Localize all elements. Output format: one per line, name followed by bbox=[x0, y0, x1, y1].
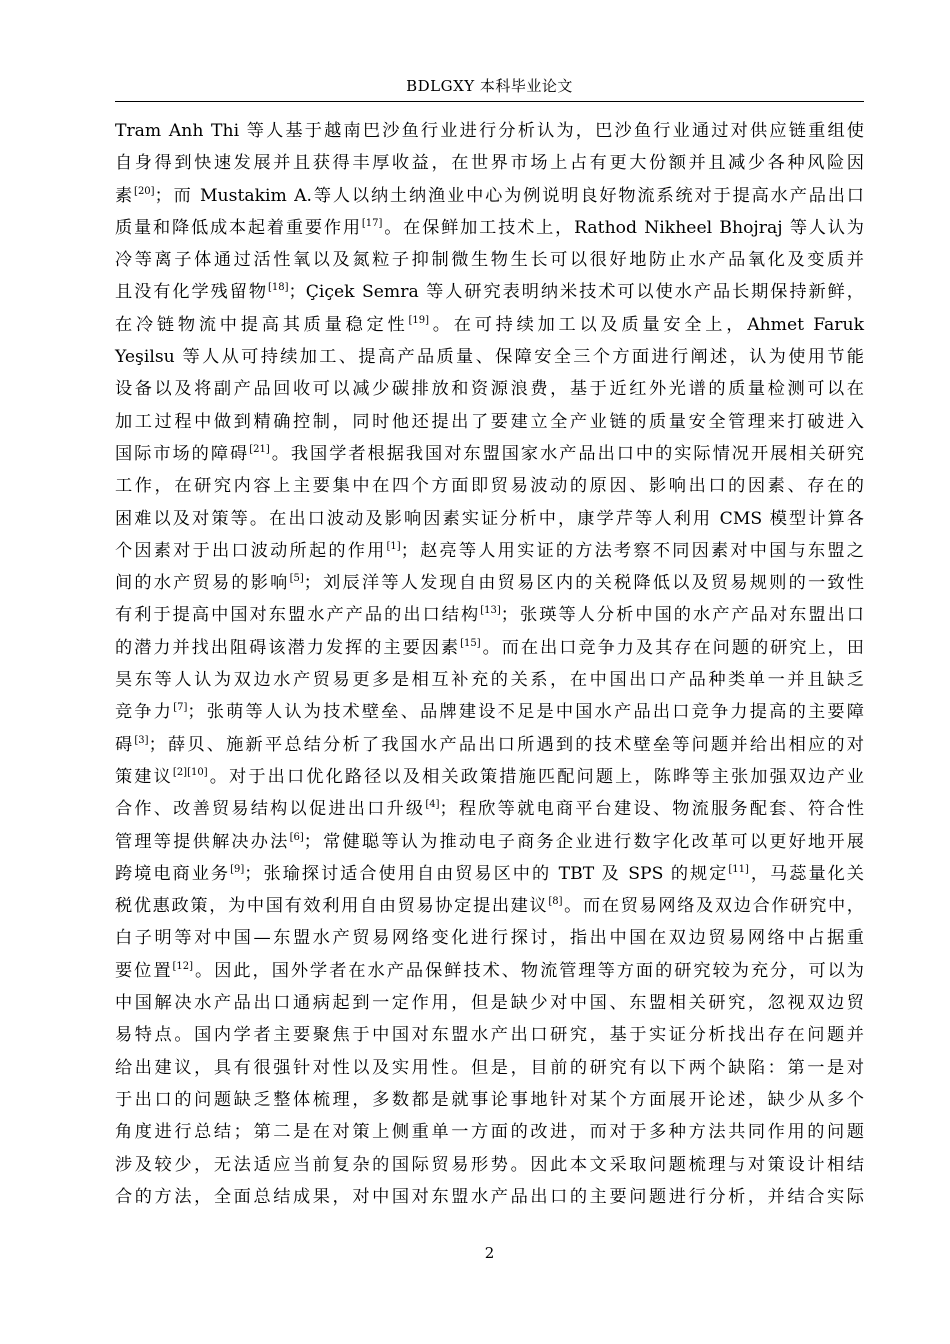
text-run: ；张瑜探讨适合使用自由贸易区中的 TBT 及 SPS 的规定 bbox=[244, 863, 729, 884]
text-run: 加工过程中做到精确控制，同时他还提出了要建立全产业链的质量安全管理来打破进入 bbox=[115, 411, 864, 432]
text-line bbox=[115, 632, 864, 664]
citation-marker: [19] bbox=[408, 314, 429, 326]
text-line bbox=[115, 1019, 864, 1051]
text-line bbox=[115, 503, 864, 535]
text-run: 税优惠政策，为中国有效利用自由贸易协定提出建议 bbox=[115, 896, 549, 917]
text-line bbox=[115, 470, 864, 502]
text-run: 竞争力 bbox=[115, 702, 174, 723]
citation-marker: [13] bbox=[480, 605, 501, 617]
text-run: 中国解决水产品出口通病起到一定作用，但是缺少对中国、东盟相关研究，忽视双边贸 bbox=[115, 993, 864, 1014]
text-run: ；而 Mustakim A.等人以纳土纳渔业中心为例说明良好物流系统对于提高水产品出口 bbox=[154, 185, 864, 206]
text-run: 跨境电商业务 bbox=[115, 863, 231, 884]
text-line bbox=[115, 761, 864, 793]
text-run: 困难以及对策等。在出口波动及影响因素实证分析中，康学芹等人利用 CMS 模型计算各 bbox=[115, 508, 864, 529]
text-run: 个因素对于出口波动所起的作用 bbox=[115, 540, 387, 561]
text-run: 于出口的问题缺乏整体梳理，多数都是就事论事地针对某个方面展开论述，缺少从多个 bbox=[115, 1089, 864, 1110]
text-run: 管理等提供解决办法 bbox=[115, 831, 290, 852]
text-run: 昊东等人认为双边水产贸易更多是相互补充的关系，在中国出口产品种类单一并且缺乏 bbox=[115, 670, 864, 691]
text-run: 。在可持续加工以及质量安全上，Ahmet Faruk bbox=[429, 314, 864, 335]
text-run: 合的方法，全面总结成果，对中国对东盟水产品出口的主要问题进行分析，并结合实际 bbox=[115, 1186, 864, 1207]
citation-marker: [15] bbox=[460, 637, 481, 649]
text-line bbox=[115, 599, 864, 631]
citation-marker: [4] bbox=[425, 799, 440, 811]
body-paragraph bbox=[115, 115, 864, 1213]
text-run: 的潜力并找出阻碍该潜力发挥的主要因素 bbox=[115, 637, 461, 658]
text-run: ；Çiçek Semra 等人研究表明纳米技术可以使水产品长期保持新鲜， bbox=[288, 282, 864, 303]
citation-marker: [8] bbox=[548, 896, 563, 908]
text-run: 国际市场的障碍 bbox=[115, 443, 250, 464]
citation-marker: [9] bbox=[230, 863, 245, 875]
citation-marker: [21] bbox=[249, 443, 270, 455]
text-run: 有利于提高中国对东盟水产产品的出口结构 bbox=[115, 605, 481, 626]
text-run: 在冷链物流中提高其质量稳定性 bbox=[115, 314, 409, 335]
text-line bbox=[115, 696, 864, 728]
page-number: 2 bbox=[484, 1244, 495, 1262]
text-line bbox=[115, 1181, 864, 1213]
text-run: 间的水产贸易的影响 bbox=[115, 573, 290, 594]
text-line bbox=[115, 567, 864, 599]
text-run: Tram Anh Thi 等人基于越南巴沙鱼行业进行分析认为，巴沙鱼行业通过对供应链重组使 bbox=[115, 121, 864, 141]
text-run: 易特点。国内学者主要聚焦于中国对东盟水产出口研究，基于实证分析找出存在问题并 bbox=[115, 1025, 864, 1046]
text-run: 。因此，国外学者在水产品保鲜技术、物流管理等方面的研究较为充分，可以为 bbox=[193, 960, 864, 981]
text-run: ；张萌等人认为技术壁垒、品牌建设不足是中国水产品出口竞争力提高的主要障 bbox=[187, 702, 864, 723]
text-line bbox=[115, 1052, 864, 1084]
text-line bbox=[115, 1149, 864, 1181]
citation-marker: [18] bbox=[268, 282, 289, 294]
text-run: ；程欣等就电商平台建设、物流服务配套、符合性 bbox=[439, 799, 864, 820]
text-run: 碍 bbox=[115, 734, 135, 755]
text-line bbox=[115, 180, 864, 212]
citation-marker: [11] bbox=[728, 863, 749, 875]
text-line bbox=[115, 309, 864, 341]
header-divider bbox=[115, 101, 864, 102]
text-run: 自身得到快速发展并且获得丰厚收益，在世界市场上占有更大份额并且减少各种风险因 bbox=[115, 153, 864, 174]
text-run: ；常健聪等认为推动电子商务企业进行数字化改革可以更好地开展 bbox=[303, 831, 864, 852]
text-line bbox=[115, 826, 864, 858]
citation-marker: [6] bbox=[289, 831, 304, 843]
text-run: 策建议 bbox=[115, 766, 173, 787]
text-run: 。对于出口优化路径以及相关政策措施匹配问题上，陈晔等主张加强双边产业 bbox=[207, 766, 864, 787]
text-run: 冷等离子体通过活性氧以及氮粒子抑制微生物生长可以很好地防止水产品氧化及变质并 bbox=[115, 250, 864, 271]
text-line bbox=[115, 212, 864, 244]
text-run: 角度进行总结；第二是在对策上侧重单一方面的改进，而对于多种方法共同作用的问题 bbox=[115, 1122, 864, 1143]
citation-marker: [20] bbox=[134, 185, 155, 197]
text-run: 且没有化学残留物 bbox=[115, 282, 268, 303]
text-line bbox=[115, 1116, 864, 1148]
text-run: 。而在出口竞争力及其存在问题的研究上，田 bbox=[480, 637, 864, 658]
text-line bbox=[115, 147, 864, 179]
text-line bbox=[115, 276, 864, 308]
text-line bbox=[115, 341, 864, 373]
text-line bbox=[115, 406, 864, 438]
citation-marker: [7] bbox=[173, 702, 188, 714]
citation-marker: [3] bbox=[134, 734, 149, 746]
citation-marker: [1] bbox=[386, 540, 401, 552]
text-run: Yeşilsu 等人从可持续加工、提高产品质量、保障安全三个方面进行阐述，认为使用节能 bbox=[115, 347, 864, 368]
text-run: 设备以及将副产品回收可以减少碳排放和资源浪费，基于近红外光谱的质量检测可以在 bbox=[115, 379, 864, 400]
text-line bbox=[115, 922, 864, 954]
text-run: ，马蕊量化关 bbox=[748, 863, 864, 884]
text-run: 涉及较少，无法适应当前复杂的国际贸易形势。因此本文采取问题梳理与对策设计相结 bbox=[115, 1154, 864, 1175]
text-run: 合作、改善贸易结构以促进出口升级 bbox=[115, 799, 426, 820]
text-run: ；赵亮等人用实证的方法考察不同因素对中国与东盟之 bbox=[400, 540, 864, 561]
text-run: 素 bbox=[115, 185, 135, 206]
text-run: 工作，在研究内容上主要集中在四个方面即贸易波动的原因、影响出口的因素、存在的 bbox=[115, 476, 864, 497]
text-run: 要位置 bbox=[115, 960, 173, 981]
text-run: 。而在贸易网络及双边合作研究中， bbox=[562, 896, 864, 917]
text-line bbox=[115, 1084, 864, 1116]
text-run: ；张瑛等人分析中国的水产产品对东盟出口 bbox=[500, 605, 864, 626]
text-line bbox=[115, 115, 864, 147]
text-line bbox=[115, 373, 864, 405]
text-line bbox=[115, 955, 864, 987]
citation-marker: [5] bbox=[289, 573, 304, 585]
text-run: ；刘辰洋等人发现自由贸易区内的关税降低以及贸易规则的一致性 bbox=[303, 573, 864, 594]
running-header: BDLGXY 本科毕业论文 bbox=[406, 77, 573, 95]
text-line bbox=[115, 729, 864, 761]
text-run: 给出建议，具有很强针对性以及实用性。但是，目前的研究有以下两个缺陷：第一是对 bbox=[115, 1057, 864, 1078]
text-run: ；薛贝、施新平总结分析了我国水产品出口所遇到的技术壁垒等问题并给出相应的对 bbox=[148, 734, 864, 755]
text-line bbox=[115, 793, 864, 825]
text-run: 。我国学者根据我国对东盟国家水产品出口中的实际情况开展相关研究 bbox=[269, 443, 864, 464]
text-line bbox=[115, 438, 864, 470]
text-run: 质量和降低成本起着重要作用 bbox=[115, 217, 362, 238]
text-line bbox=[115, 244, 864, 276]
citation-marker: [12] bbox=[172, 960, 194, 972]
text-line bbox=[115, 664, 864, 696]
text-line bbox=[115, 535, 864, 567]
text-run: 白子明等对中国—东盟水产贸易网络变化进行探讨，指出中国在双边贸易网络中占据重 bbox=[115, 928, 864, 949]
citation-marker: [2][10] bbox=[172, 766, 208, 778]
text-line bbox=[115, 890, 864, 922]
text-line bbox=[115, 987, 864, 1019]
text-line bbox=[115, 858, 864, 890]
text-run: 。在保鲜加工技术上，Rathod Nikheel Bhojraj 等人认为 bbox=[382, 217, 864, 238]
citation-marker: [17] bbox=[361, 217, 383, 229]
